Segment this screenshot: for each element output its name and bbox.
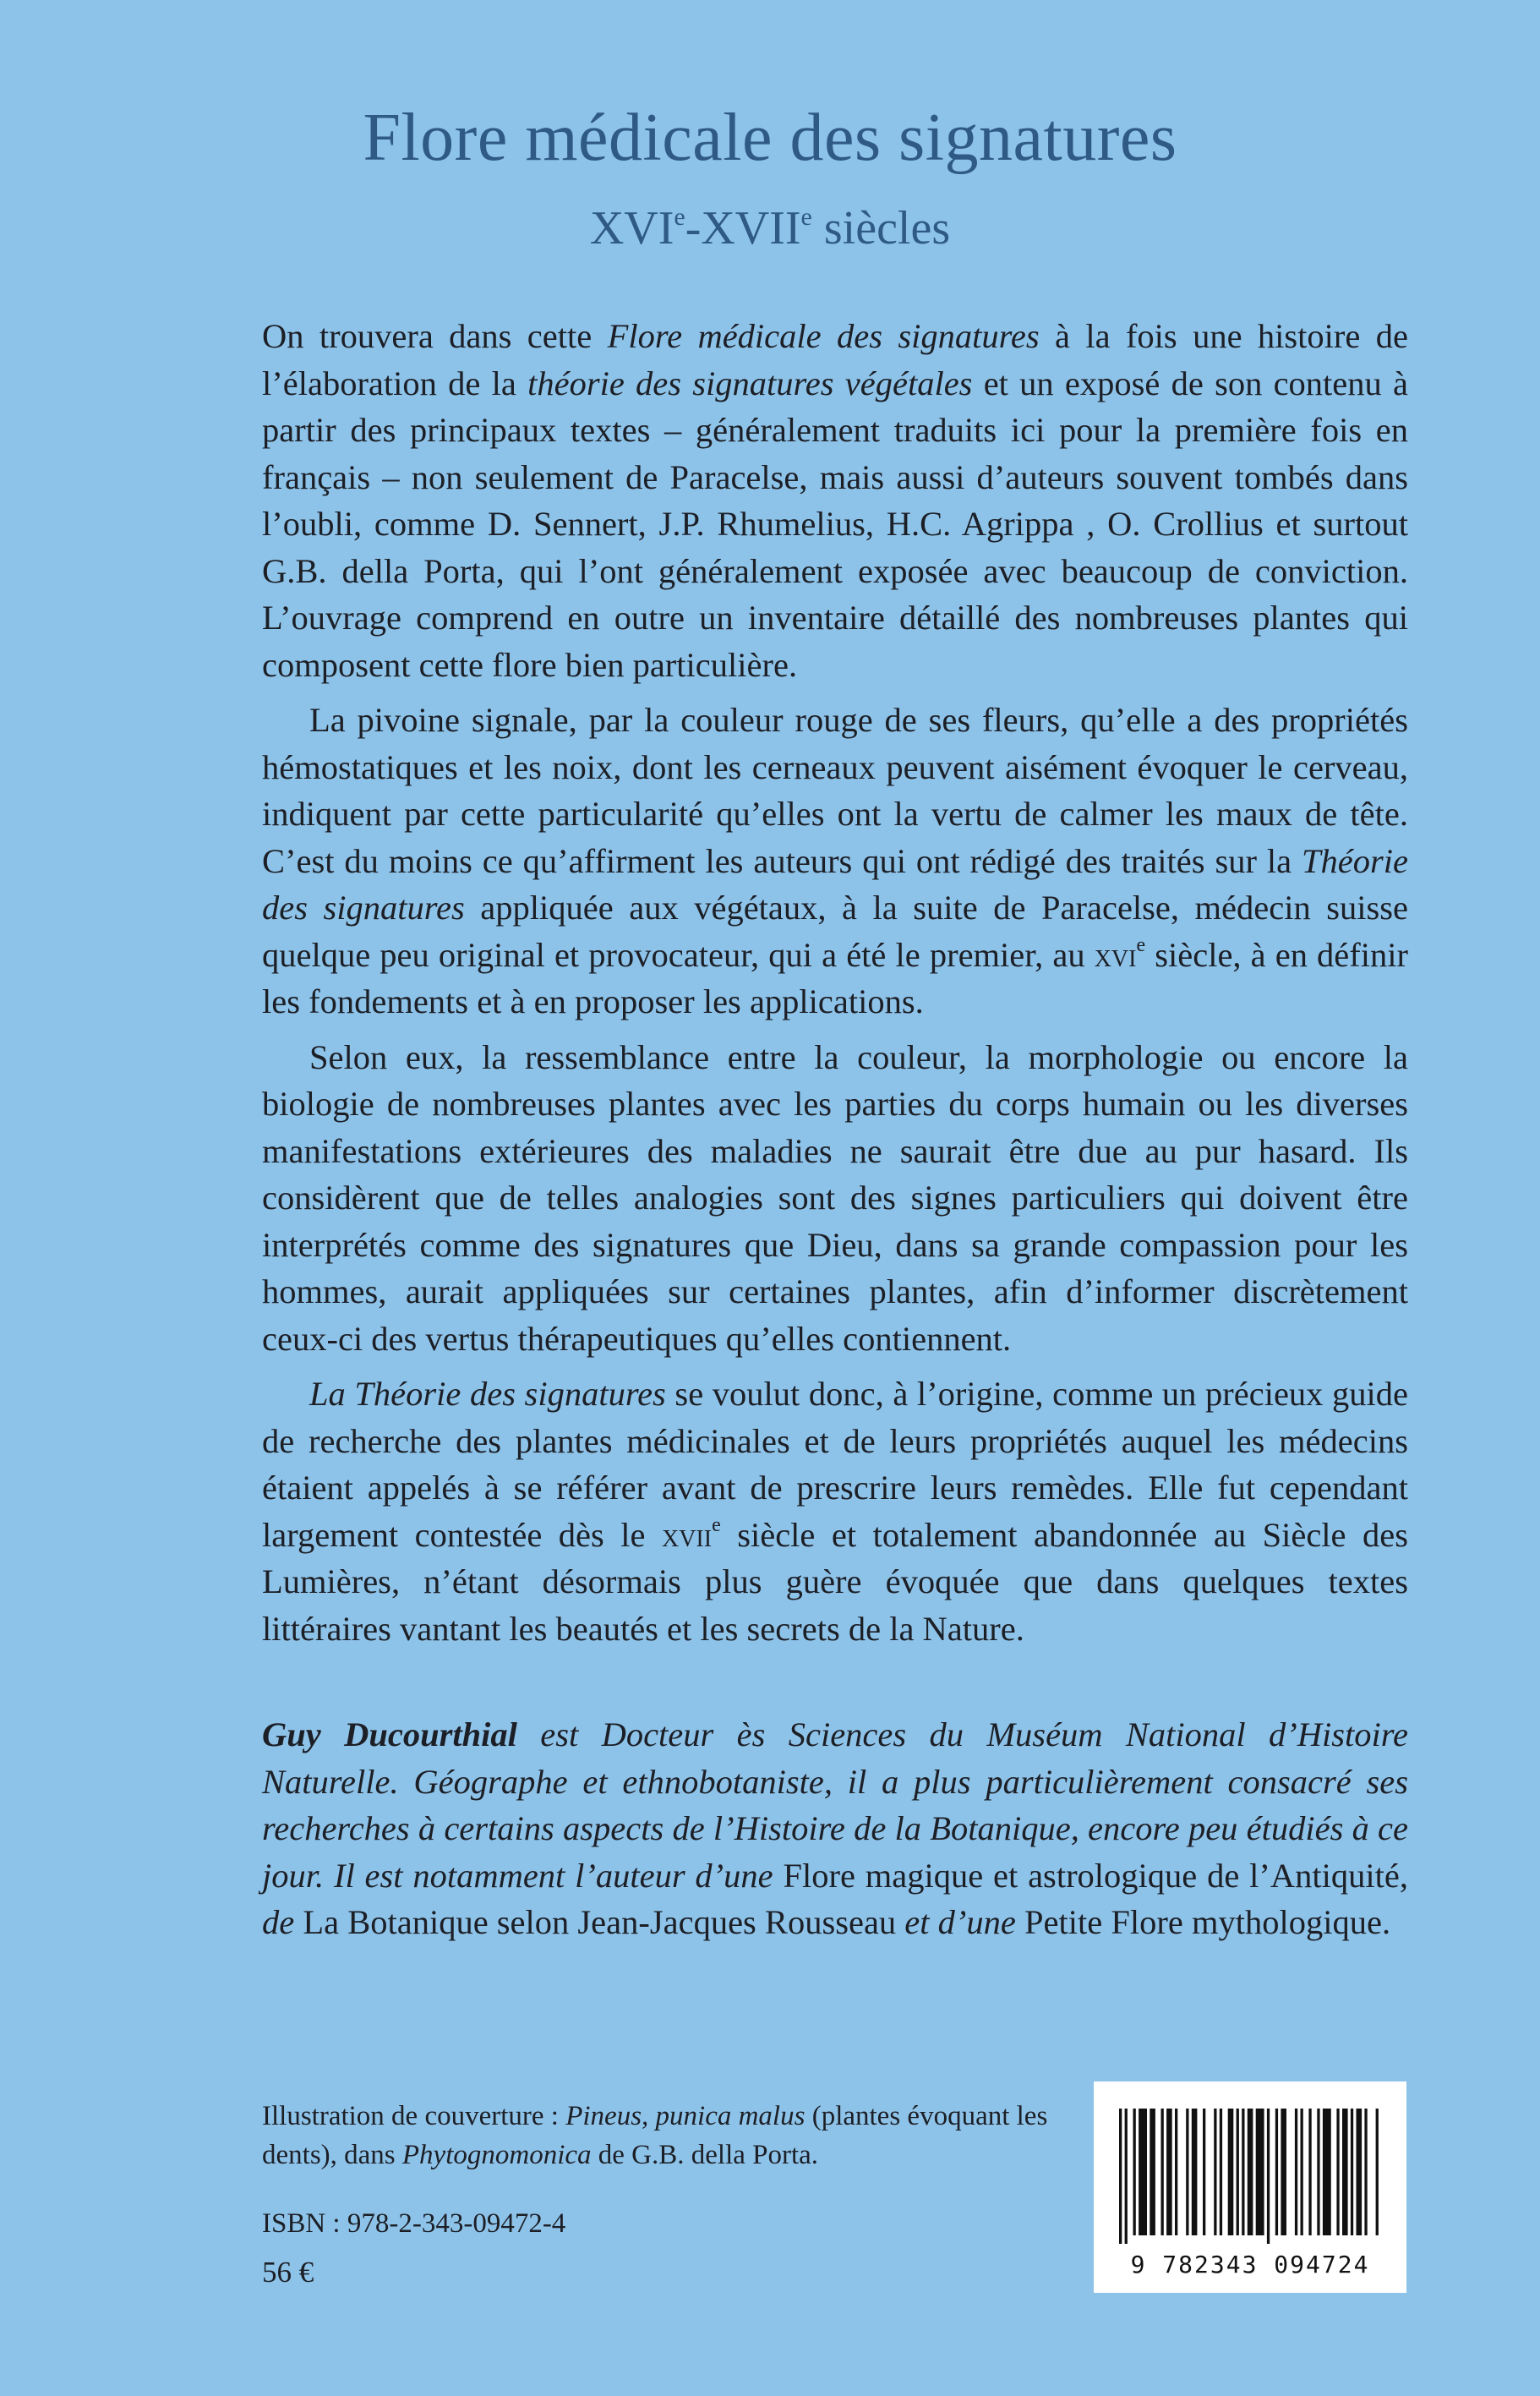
barcode-bar [1351,2109,1353,2235]
blurb-paragraph-1 [262,313,1408,688]
barcode-bar [1242,2109,1244,2235]
text-run: se voulut donc, à l’origine, comme un précieux guide de recherche des plantes médicinales et de leurs propriétés auquel les médecins étaient appelés à se référer avant de prescrire leurs remèdes. Elle fut cependant largement contestée dès le [262,1375,1409,1554]
text-run: On trouvera dans cette [262,317,608,355]
barcode-bar [1125,2109,1128,2244]
isbn: ISBN : 978-2-343-09472-4 [262,2208,566,2239]
superscript: e [1136,933,1146,956]
barcode-bar [1175,2109,1177,2235]
text-run: Illustration de couverture : [262,2101,566,2131]
barcode-bar [1267,2109,1270,2244]
barcode-bar [1376,2109,1379,2235]
book-reference: La Botanique selon Jean-Jacques Rousseau [303,1903,897,1941]
text-run: de G.B. della Porta. [591,2140,819,2170]
barcode-number: 9 782343 094724 [1130,2251,1370,2278]
barcode-bar [1275,2109,1278,2235]
barcode-bar [1308,2109,1311,2235]
barcode-bar [1357,2109,1363,2235]
author-bio [262,1711,1408,1946]
text-run: siècle, à en définir les fondements et à en proposer les applications. [262,935,1408,1020]
barcode-bar [1256,2109,1264,2235]
italic-run: théorie des signatures végétales [527,364,973,402]
barcode-bar [1295,2109,1297,2235]
italic-run: et d’une [896,1903,1024,1941]
italic-run: est Docteur ès Sciences du Muséum National d’Histoire Naturelle. Géographe et ethnobotaniste, il a plus particulièrement consacré ses recherches à certains aspects de l’Histoire de la Botanique, encore peu étudiés à ce jour. Il est notamment l’auteur d’une [262,1715,1408,1895]
blurb-paragraph-3: Selon eux, la ressemblance entre la couleur, la morphologie ou encore la biologie de nombreuses plantes avec les parties du corps humain ou les diverses manifestations extérieures des maladies ne saurait être due au pur hasard. Ils considèrent que de telles analogies sont des signes particuliers qui doivent être interprétés comme des signatures que Dieu, dans sa grande compassion pour les hommes, aurait appliquées sur certaines plantes, afin d’informer discrètement ceux-ci des vertus thérapeutiques qu’elles contiennent. [262,1037,1408,1358]
barcode-bar [1150,2109,1155,2235]
italic-run: Théorie des signatures [262,841,1408,927]
barcode-bar [1248,2109,1253,2235]
text-run: à la fois une histoire de l’élaboration de la [262,317,1408,402]
superscript: e [712,1513,721,1536]
barcode-bars-icon [1119,2109,1381,2244]
barcode-bar [1237,2109,1239,2235]
italic-run: Pineus, punica malus [565,2101,805,2131]
barcode-bar [1323,2109,1331,2235]
barcode-bar [1214,2109,1216,2235]
text-run: et un exposé de son contenu à partir des principaux textes – généralement traduits ici pour la première fois en français – non seulement de Paracelse, mais aussi d’auteurs souvent tombés dans l’oubli, comme D. Sennert, J.P. Rhumelius, H.C. Agrippa , O. Crollius et surtout G.B. della Porta, qui l’ont généralement exposée avec beaucoup de conviction. L’ouvrage comprend en outre un inventaire détaillé des nombreuses plantes qui composent cette flore bien particulière. [262,364,1408,684]
book-title: Flore médicale des signatures [363,101,1177,175]
subtitle-sup-1: e [674,203,685,231]
barcode-bar [1301,2109,1303,2235]
barcode-bar [1228,2109,1234,2235]
text-run: siècle et totalement abandonnée au Siècle des Lumières, n’étant désormais plus guère évoquée que dans quelques textes littéraires vantant les beautés et les secrets de la Nature. [262,1515,1408,1648]
price: 56 € [262,2256,314,2289]
barcode-bar [1133,2109,1136,2235]
barcode-bar [1119,2109,1122,2244]
book-reference: Petite Flore mythologique. [1024,1903,1391,1941]
barcode-bar [1317,2109,1319,2235]
text-run: appliquée aux végétaux, à la suite de Paracelse, médecin suisse quelque peu original et provocateur, qui a été le premier, au [262,889,1408,974]
blurb-paragraph-4 [262,1370,1408,1652]
book-subtitle [0,201,1540,255]
barcode-bar [1220,2109,1222,2235]
illustration-credit [262,2097,1099,2174]
barcode-bar [1203,2109,1205,2235]
subtitle-century-2: -XVII [685,202,801,254]
barcode-bar [1281,2109,1286,2235]
barcode-bar [1342,2109,1348,2235]
text-run: (plantes évoquant les dents), dans [262,2101,1048,2170]
italic-run: Flore médicale des signatures [607,317,1040,355]
barcode-bar [1186,2109,1188,2235]
barcode-bar [1192,2109,1198,2235]
blurb-paragraph-2 [262,697,1408,1026]
century-smallcaps: xvi [1094,935,1137,974]
century-smallcaps: xvii [661,1515,713,1554]
author-name: Guy Ducourthial [262,1715,517,1753]
barcode-bar [1364,2109,1367,2235]
subtitle-century-1: XVI [589,202,674,254]
blurb [262,313,1408,1652]
subtitle-sup-2: e [800,203,812,231]
barcode-bar [1139,2109,1147,2235]
italic-run: Phytognomonica [401,2140,592,2170]
italic-run: de [262,1903,303,1941]
barcode-bar [1166,2109,1172,2235]
barcode-bar [1161,2109,1164,2235]
book-reference: Flore magique et astrologique de l’Antiquité, [783,1856,1408,1895]
barcode [1094,2081,1406,2293]
italic-run: La Théorie des signatures [309,1375,666,1413]
subtitle-tail: siècles [811,202,951,254]
text-run: La pivoine signale, par la couleur rouge de ses fleurs, qu’elle a des propriétés hémostatiques et les noix, dont les cerneaux peuvent aisément évoquer le cerveau, indiquent par cette particularité qu’elles ont la vertu de calmer les maux de tête. C’est du moins ce qu’affirment les auteurs qui ont rédigé des traités sur la [262,701,1408,880]
barcode-bar [1336,2109,1339,2235]
